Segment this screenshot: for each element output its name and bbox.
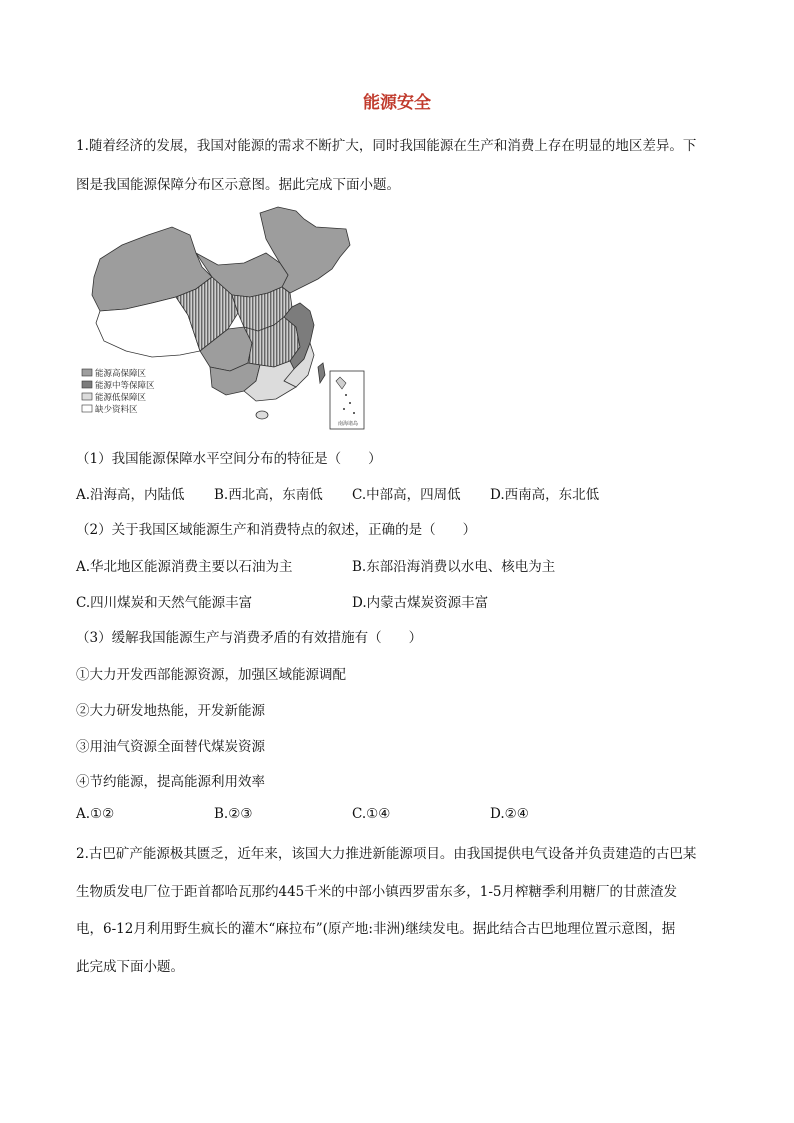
map-legend — [82, 368, 155, 415]
option-d[interactable]: D.②④ — [490, 806, 529, 822]
q1-sub3-item1: ①大力开发西部能源资源，加强区域能源调配 — [76, 667, 346, 683]
china-energy-map — [78, 205, 368, 433]
legend-swatch-high — [82, 369, 92, 376]
option-a[interactable]: A.沿海高，内陆低 — [76, 487, 185, 503]
q1-sub3-question: （3）缓解我国能源生产与消费矛盾的有效措施有（ ） — [76, 630, 423, 646]
inset-label: 南海诸岛 — [338, 421, 359, 427]
region-taiwan — [318, 363, 325, 383]
option-c[interactable]: C.①④ — [352, 806, 391, 822]
option-b[interactable]: B.西北高，东南低 — [214, 487, 323, 503]
q1-sub1-question: （1）我国能源保障水平空间分布的特征是（ ） — [76, 451, 382, 467]
q1-sub3-item3: ③用油气资源全面替代煤炭资源 — [76, 739, 265, 755]
option-a[interactable]: A.华北地区能源消费主要以石油为主 — [76, 559, 293, 575]
q1-sub3-item2: ②大力研发地热能，开发新能源 — [76, 703, 265, 719]
q1-stem-line1: 1.随着经济的发展，我国对能源的需求不断扩大，同时我国能源在生产和消费上存在明显的地区差异。下 — [76, 138, 697, 154]
q2-line2: 生物质发电厂位于距首都哈瓦那约445千米的中部小镇西罗雷东多，1-5月榨糖季利用糖厂的甘蔗渣发 — [76, 884, 678, 900]
legend-medium: 能源中等保障区 — [95, 381, 155, 391]
option-b[interactable]: B.东部沿海消费以水电、核电为主 — [352, 559, 556, 575]
region-hainan — [256, 411, 268, 419]
q1-stem-line2: 图是我国能源保障分布区示意图。据此完成下面小题。 — [76, 177, 400, 193]
option-d[interactable]: D.内蒙古煤炭资源丰富 — [352, 595, 489, 611]
option-a[interactable]: A.①② — [76, 806, 115, 822]
legend-low: 能源低保障区 — [95, 393, 147, 403]
option-c[interactable]: C.四川煤炭和天然气能源丰富 — [76, 595, 253, 611]
option-b[interactable]: B.②③ — [214, 806, 253, 822]
q1-sub3-item4: ④节约能源，提高能源利用效率 — [76, 774, 265, 790]
q1-sub2-question: （2）关于我国区域能源生产和消费特点的叙述，正确的是（ ） — [76, 522, 477, 538]
q2-line1: 2.古巴矿产能源极其匮乏，近年来，该国大力推进新能源项目。由我国提供电气设备并负责建造的古巴某 — [76, 846, 697, 862]
legend-high: 能源高保障区 — [95, 369, 147, 379]
legend-swatch-missing — [82, 405, 92, 412]
legend-missing: 缺少资料区 — [95, 405, 138, 415]
legend-swatch-low — [82, 393, 92, 400]
legend-swatch-medium — [82, 381, 92, 388]
option-c[interactable]: C.中部高，四周低 — [352, 487, 461, 503]
page-title: 能源安全 — [363, 93, 431, 113]
q2-line3: 电，6-12月利用野生疯长的灌木“麻拉布”(原产地:非洲)继续发电。据此结合古巴地理位置示意图，据 — [76, 921, 676, 937]
q2-line4: 此完成下面小题。 — [76, 959, 184, 975]
option-d[interactable]: D.西南高，东北低 — [490, 487, 600, 503]
